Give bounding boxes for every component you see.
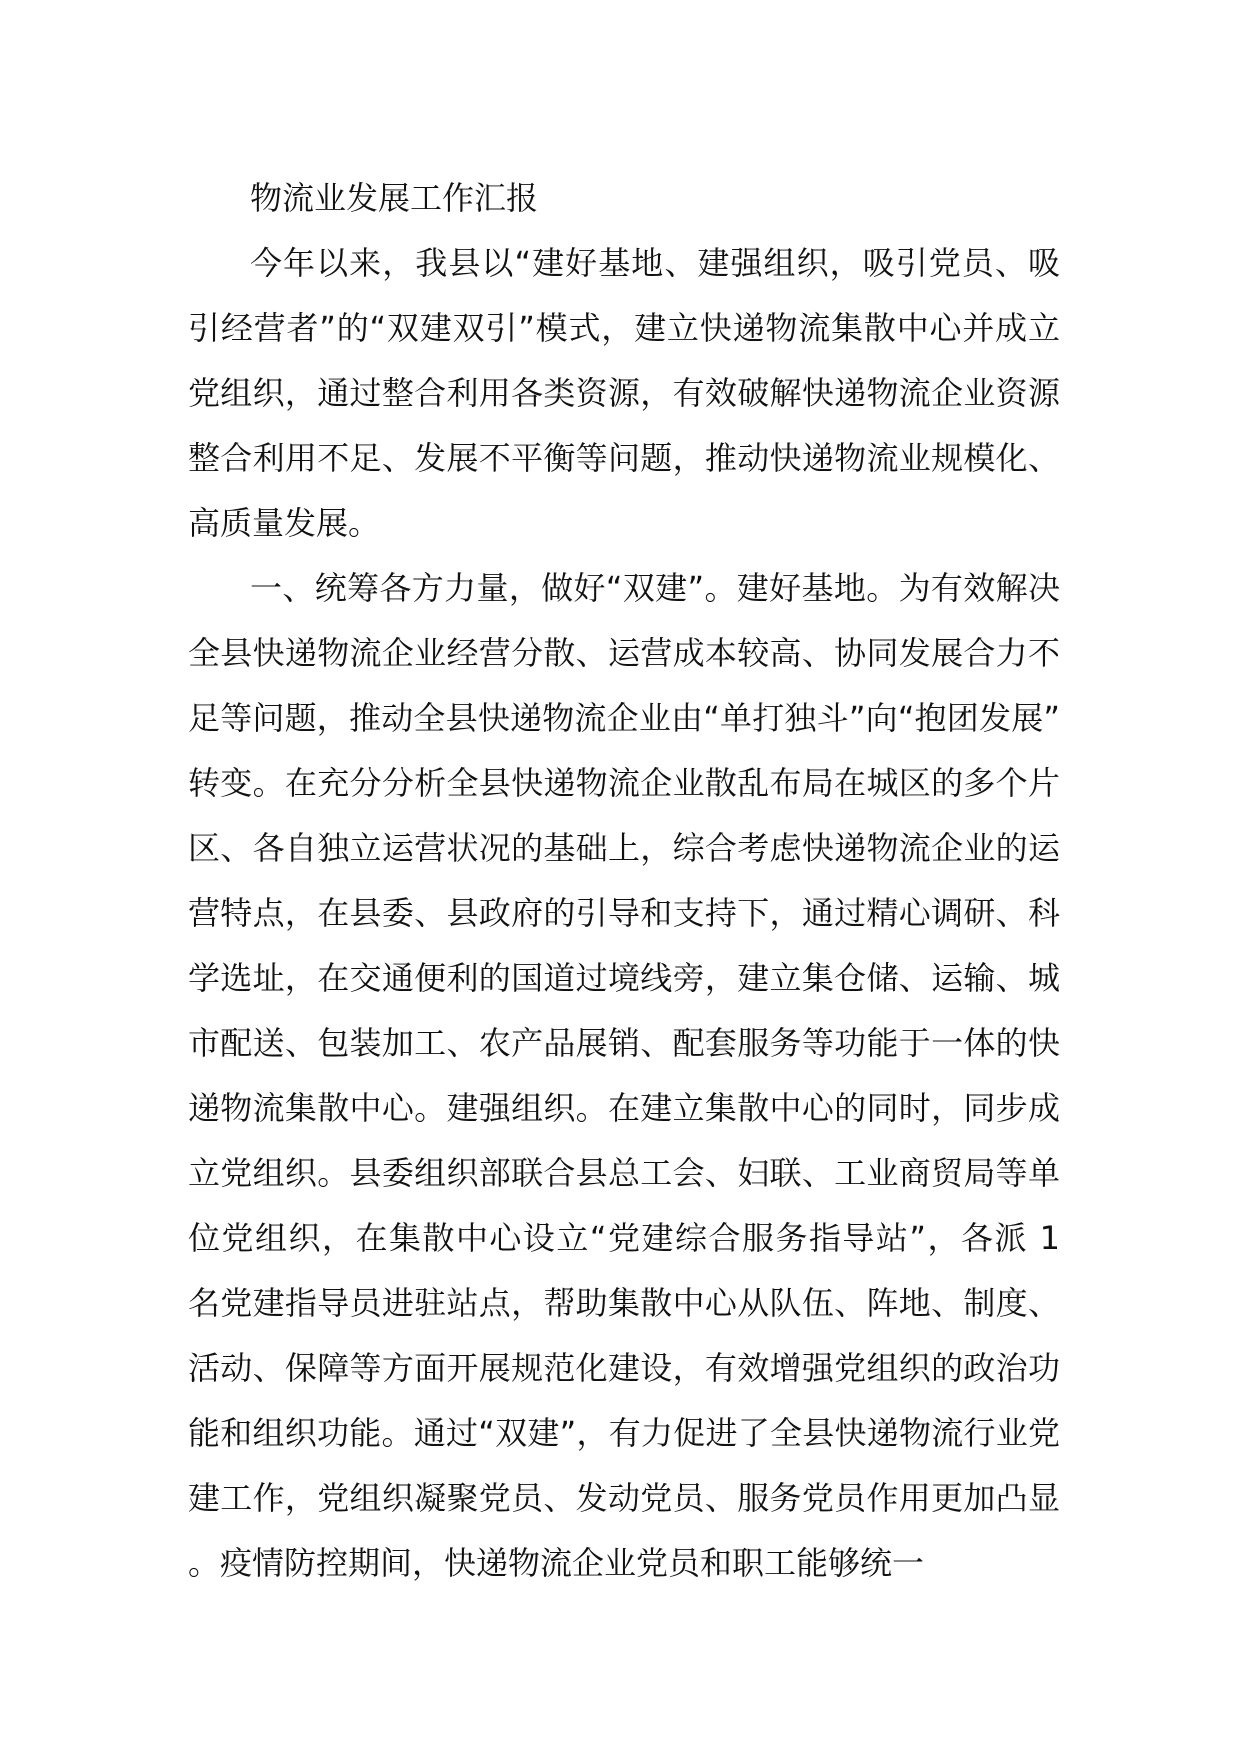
document-body (188, 166, 1060, 1596)
intro-paragraph: 今年以来，我县以“建好基地、建强组织，吸引党员、吸引经营者”的“双建双引”模式，建立快递物流集散中心并成立党组织，通过整合利用各类资源，有效破解快递物流企业资源整合利用不足、发展不平衡等问题，推动快递物流业规模化、高质量发展。 (188, 244, 1060, 542)
document-title: 物流业发展工作汇报 (250, 179, 539, 217)
section-one-paragraph: 一、统筹各方力量，做好“双建”。建好基地。为有效解决全县快递物流企业经营分散、运营成本较高、协同发展合力不足等问题，推动全县快递物流企业由“单打独斗”向“抱团发展”转变。在充分分析全县快递物流企业散乱布局在城区的多个片区、各自独立运营状况的基础上，综合考虑快递物流企业的运营特点，在县委、县政府的引导和支持下，通过精心调研、科学选址，在交通便利的国道过境线旁，建立集仓储、运输、城市配送、包装加工、农产品展销、配套服务等功能于一体的快递物流集散中心。建强组织。在建立集散中心的同时，同步成立党组织。县委组织部联合县总工会、妇联、工业商贸局等单位党组织，在集散中心设立“党建综合服务指导站”，各派 1 名党建指导员进驻站点，帮助集散中心从队伍、阵地、制度、活动、保障等方面开展规范化建设，有效增强党组织的政治功能和组织功能。通过“双建”，有力促进了全县快递物流行业党建工作，党组织凝聚党员、发动党员、服务党员作用更加凸显。疫情防控期间，快递物流企业党员和职工能够统一 (188, 569, 1060, 1582)
